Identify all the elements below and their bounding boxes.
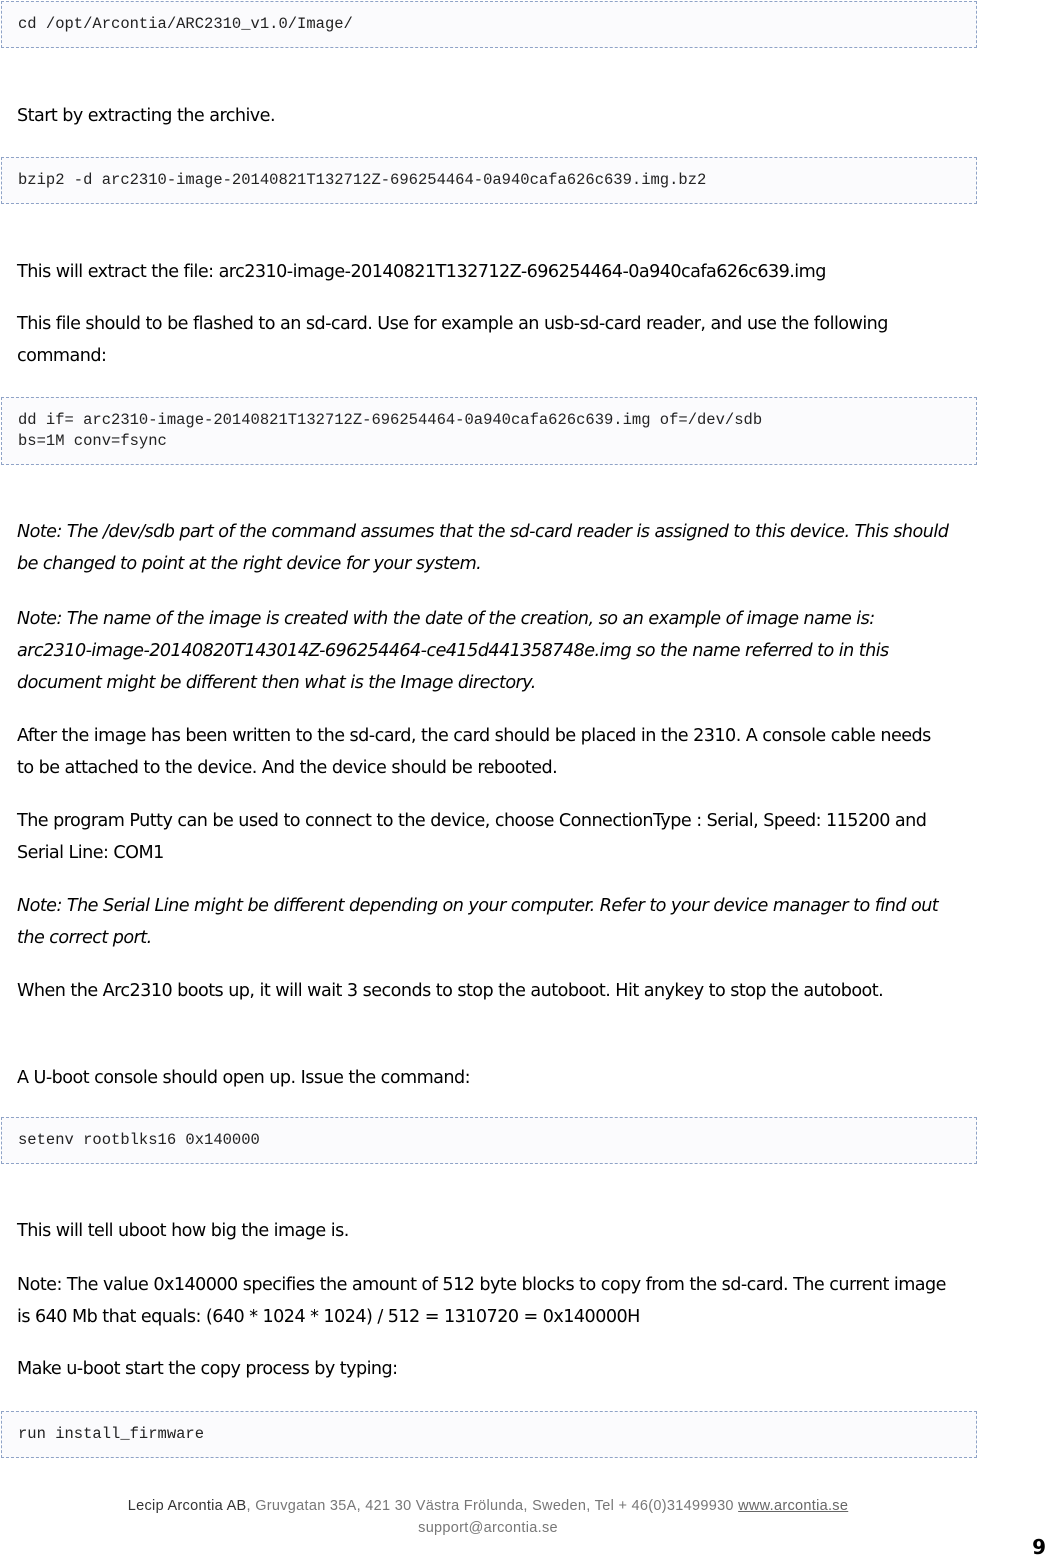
paragraph-boots: When the Arc2310 boots up, it will wait 3 seconds to stop the autoboot. Hit anykey to stop the autoboot. (17, 981, 884, 1001)
code-text: bzip2 -d arc2310-image-20140821T132712Z-696254464-0a940cafa626c639.img.bz2 (18, 171, 707, 189)
code-text: setenv rootblks16 0x140000 (18, 1131, 260, 1149)
code-block-setenv (1, 1117, 977, 1164)
code-line: bs=1M conv=fsync (18, 432, 167, 450)
note-image-name: Note: The name of the image is created with the date of the creation, so an example of image name is: arc2310-image-20140820T143014Z-696254464-ce415d441358748e.img so the name referred to in this document might be different then what is the Image directory. (17, 609, 889, 693)
paragraph-putty: The program Putty can be used to connect to the device, choose ConnectionType : Serial, Speed: 115200 and Serial Line: COM1 (17, 811, 927, 863)
paragraph-after-written: After the image has been written to the sd-card, the card should be placed in the 2310. A console cable needs to be attached to the device. And the device should be rebooted. (17, 726, 931, 778)
paragraph-make-uboot: Make u-boot start the copy process by typing: (17, 1359, 398, 1379)
footer-company: Lecip Arcontia AB (127, 1498, 247, 1514)
paragraph-flash: This file should to be flashed to an sd-card. Use for example an usb-sd-card reader, and use the following command: (17, 314, 888, 366)
page-number: 9 (1032, 1535, 1046, 1559)
note-serial-line: Note: The Serial Line might be different depending on your computer. Refer to your device manager to find out the correct port. (17, 896, 939, 948)
footer-line-1 (0, 1495, 976, 1517)
page-footer (0, 1495, 976, 1539)
code-line: dd if= arc2310-image-20140821T132712Z-696254464-0a940cafa626c639.img of=/dev/sdb (18, 411, 763, 429)
note-sdb: Note: The /dev/sdb part of the command assumes that the sd-card reader is assigned to this device. This should be changed to point at the right device for your system. (17, 522, 949, 574)
code-text: cd /opt/Arcontia/ARC2310_v1.0/Image/ (18, 15, 353, 33)
code-block-cd (1, 1, 977, 48)
note-value: Note: The value 0x140000 specifies the amount of 512 byte blocks to copy from the sd-card. The current image is 640 Mb that equals: (640 * 1024 * 1024) / 512 = 1310720 = 0x140000H (17, 1275, 946, 1327)
footer-address: , Gruvgatan 35A, 421 30 Västra Frölunda, Sweden, Tel + 46(0)31499930 (246, 1498, 739, 1514)
code-block-run (1, 1411, 977, 1458)
footer-email[interactable]: support@arcontia.se (418, 1520, 558, 1536)
code-block-dd (1, 397, 977, 465)
paragraph-tell-uboot: This will tell uboot how big the image is. (17, 1221, 349, 1241)
code-text: run install_firmware (18, 1425, 205, 1443)
paragraph-extract: Start by extracting the archive. (17, 106, 275, 126)
footer-website-link[interactable]: www.arcontia.se (738, 1498, 849, 1514)
paragraph-extract-file: This will extract the file: arc2310-image-20140821T132712Z-696254464-0a940cafa626c639.img (17, 262, 826, 282)
paragraph-uboot-console: A U-boot console should open up. Issue the command: (17, 1068, 470, 1088)
code-block-bzip (1, 157, 977, 204)
